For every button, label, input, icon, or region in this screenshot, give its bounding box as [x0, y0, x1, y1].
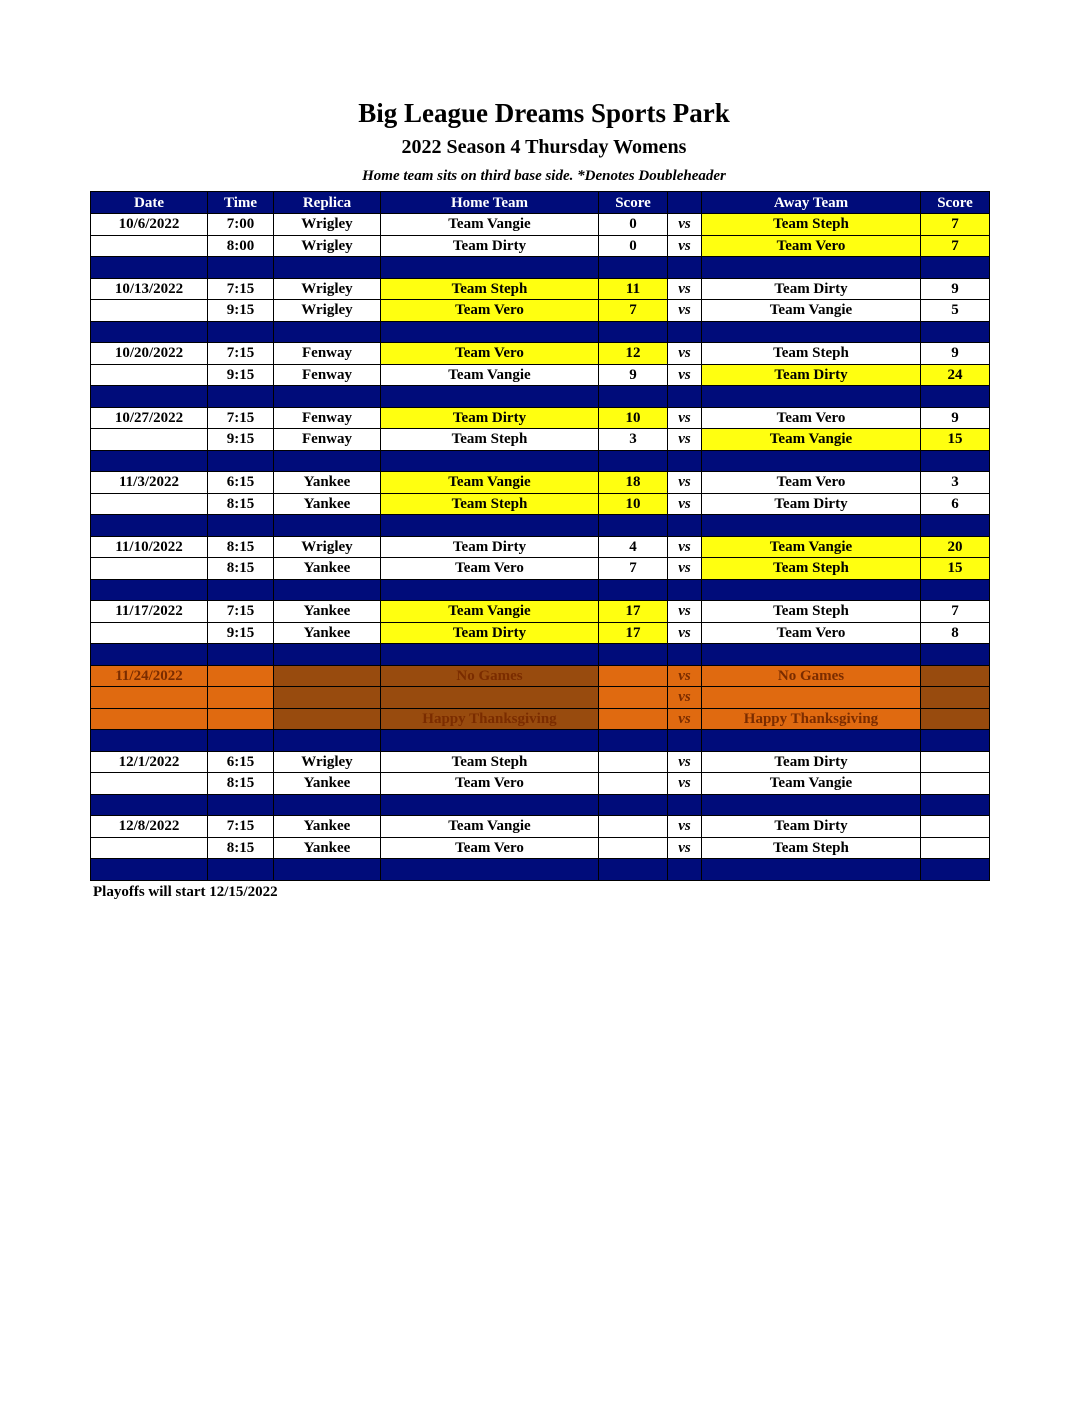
separator-cell — [208, 644, 274, 666]
separator-cell — [702, 794, 921, 816]
game-row — [91, 235, 990, 257]
cell-home: Team Vero — [381, 343, 599, 365]
cell-replica — [274, 708, 381, 730]
cell-home-score: 7 — [599, 558, 668, 580]
cell-away-score — [921, 837, 990, 859]
game-row — [91, 429, 990, 451]
separator-cell — [921, 386, 990, 408]
cell-replica: Fenway — [274, 407, 381, 429]
game-row — [91, 214, 990, 236]
cell-away: Team Vangie — [702, 429, 921, 451]
separator-row — [91, 515, 990, 537]
cell-away-score: 3 — [921, 472, 990, 494]
separator-cell — [668, 644, 702, 666]
cell-replica: Yankee — [274, 816, 381, 838]
cell-home-score — [599, 665, 668, 687]
cell-date: 12/1/2022 — [91, 751, 208, 773]
separator-cell — [208, 257, 274, 279]
separator-row — [91, 859, 990, 881]
cell-time: 8:15 — [208, 493, 274, 515]
separator-row — [91, 257, 990, 279]
separator-cell — [91, 257, 208, 279]
cell-replica: Yankee — [274, 472, 381, 494]
game-row — [91, 773, 990, 795]
col-header-time: Time — [208, 192, 274, 214]
col-header-away-score: Score — [921, 192, 990, 214]
separator-cell — [668, 730, 702, 752]
cell-vs: vs — [668, 343, 702, 365]
separator-cell — [208, 450, 274, 472]
cell-home-score: 18 — [599, 472, 668, 494]
cell-home: No Games — [381, 665, 599, 687]
separator-cell — [274, 730, 381, 752]
separator-cell — [921, 450, 990, 472]
separator-cell — [91, 644, 208, 666]
cell-date — [91, 622, 208, 644]
game-row — [91, 364, 990, 386]
separator-cell — [599, 386, 668, 408]
cell-home: Team Vero — [381, 300, 599, 322]
cell-away: Team Steph — [702, 601, 921, 623]
game-row — [91, 343, 990, 365]
cell-away — [702, 687, 921, 709]
game-row — [91, 278, 990, 300]
cell-replica: Yankee — [274, 622, 381, 644]
cell-away: No Games — [702, 665, 921, 687]
cell-home-score: 10 — [599, 407, 668, 429]
game-row — [91, 816, 990, 838]
separator-cell — [921, 644, 990, 666]
cell-home-score — [599, 816, 668, 838]
cell-vs: vs — [668, 751, 702, 773]
holiday-row — [91, 708, 990, 730]
separator-cell — [381, 257, 599, 279]
cell-vs: vs — [668, 773, 702, 795]
cell-away-score — [921, 773, 990, 795]
cell-date: 11/24/2022 — [91, 665, 208, 687]
cell-home: Team Vangie — [381, 364, 599, 386]
table-header-row — [91, 192, 990, 214]
separator-row — [91, 386, 990, 408]
separator-cell — [599, 644, 668, 666]
separator-cell — [274, 579, 381, 601]
cell-away-score: 24 — [921, 364, 990, 386]
game-row — [91, 837, 990, 859]
cell-vs: vs — [668, 558, 702, 580]
game-row — [91, 536, 990, 558]
cell-home: Team Vero — [381, 558, 599, 580]
cell-date — [91, 493, 208, 515]
separator-cell — [91, 794, 208, 816]
cell-home: Team Vero — [381, 837, 599, 859]
cell-home: Team Dirty — [381, 235, 599, 257]
cell-away-score: 7 — [921, 601, 990, 623]
separator-cell — [208, 386, 274, 408]
separator-cell — [599, 794, 668, 816]
cell-away: Team Steph — [702, 558, 921, 580]
cell-vs: vs — [668, 472, 702, 494]
cell-home-score: 4 — [599, 536, 668, 558]
cell-replica: Wrigley — [274, 536, 381, 558]
separator-cell — [208, 321, 274, 343]
cell-vs: vs — [668, 601, 702, 623]
separator-cell — [668, 515, 702, 537]
cell-date — [91, 429, 208, 451]
cell-replica: Wrigley — [274, 235, 381, 257]
cell-time: 9:15 — [208, 622, 274, 644]
page-subtitle: 2022 Season 4 Thursday Womens — [401, 136, 687, 158]
cell-vs: vs — [668, 536, 702, 558]
separator-cell — [208, 794, 274, 816]
cell-away-score — [921, 708, 990, 730]
separator-cell — [599, 859, 668, 881]
cell-date — [91, 558, 208, 580]
cell-vs: vs — [668, 708, 702, 730]
cell-replica: Yankee — [274, 837, 381, 859]
separator-cell — [274, 794, 381, 816]
separator-cell — [668, 257, 702, 279]
separator-cell — [91, 321, 208, 343]
col-header-vs — [668, 192, 702, 214]
separator-cell — [91, 579, 208, 601]
cell-away: Team Vangie — [702, 300, 921, 322]
separator-cell — [702, 644, 921, 666]
cell-replica: Fenway — [274, 364, 381, 386]
cell-home-score: 12 — [599, 343, 668, 365]
separator-cell — [921, 515, 990, 537]
cell-date: 11/10/2022 — [91, 536, 208, 558]
separator-cell — [208, 859, 274, 881]
separator-cell — [274, 257, 381, 279]
game-row — [91, 751, 990, 773]
separator-row — [91, 794, 990, 816]
separator-cell — [702, 450, 921, 472]
separator-cell — [91, 450, 208, 472]
cell-date — [91, 837, 208, 859]
separator-cell — [274, 859, 381, 881]
cell-away: Team Vangie — [702, 773, 921, 795]
cell-home-score: 7 — [599, 300, 668, 322]
cell-time: 8:15 — [208, 558, 274, 580]
home-team-note: Home team sits on third base side. *Denotes Doubleheader — [362, 168, 726, 184]
holiday-row — [91, 687, 990, 709]
cell-home: Team Steph — [381, 278, 599, 300]
cell-home-score: 17 — [599, 601, 668, 623]
cell-home-score: 10 — [599, 493, 668, 515]
separator-cell — [208, 730, 274, 752]
cell-time: 6:15 — [208, 472, 274, 494]
cell-time: 7:15 — [208, 601, 274, 623]
cell-time: 7:15 — [208, 278, 274, 300]
cell-away-score: 15 — [921, 429, 990, 451]
separator-row — [91, 450, 990, 472]
cell-home: Team Vangie — [381, 601, 599, 623]
cell-away-score: 8 — [921, 622, 990, 644]
col-header-replica: Replica — [274, 192, 381, 214]
col-header-home-team: Home Team — [381, 192, 599, 214]
separator-cell — [599, 730, 668, 752]
cell-date: 10/27/2022 — [91, 407, 208, 429]
cell-away-score — [921, 687, 990, 709]
cell-away: Team Steph — [702, 837, 921, 859]
separator-cell — [921, 579, 990, 601]
separator-cell — [381, 321, 599, 343]
cell-home: Team Vero — [381, 773, 599, 795]
cell-replica — [274, 687, 381, 709]
cell-home: Team Vangie — [381, 816, 599, 838]
separator-cell — [668, 579, 702, 601]
separator-cell — [274, 644, 381, 666]
separator-cell — [702, 730, 921, 752]
separator-cell — [702, 579, 921, 601]
separator-cell — [921, 794, 990, 816]
cell-home: Team Vangie — [381, 472, 599, 494]
separator-cell — [599, 321, 668, 343]
separator-row — [91, 321, 990, 343]
cell-vs: vs — [668, 429, 702, 451]
col-header-home-score: Score — [599, 192, 668, 214]
separator-cell — [381, 579, 599, 601]
cell-vs: vs — [668, 214, 702, 236]
cell-away-score: 9 — [921, 278, 990, 300]
cell-vs: vs — [668, 665, 702, 687]
cell-home — [381, 687, 599, 709]
separator-cell — [381, 515, 599, 537]
cell-time: 8:15 — [208, 773, 274, 795]
cell-replica: Fenway — [274, 343, 381, 365]
cell-date — [91, 773, 208, 795]
cell-time: 7:15 — [208, 816, 274, 838]
cell-replica: Wrigley — [274, 300, 381, 322]
separator-cell — [381, 644, 599, 666]
cell-away-score — [921, 665, 990, 687]
cell-time: 7:15 — [208, 407, 274, 429]
cell-home: Team Steph — [381, 493, 599, 515]
cell-home: Team Steph — [381, 429, 599, 451]
separator-cell — [702, 321, 921, 343]
game-row — [91, 601, 990, 623]
separator-cell — [381, 386, 599, 408]
cell-vs: vs — [668, 837, 702, 859]
separator-cell — [599, 257, 668, 279]
cell-date: 10/13/2022 — [91, 278, 208, 300]
cell-away: Team Dirty — [702, 493, 921, 515]
cell-away-score: 9 — [921, 343, 990, 365]
cell-vs: vs — [668, 235, 702, 257]
game-row — [91, 407, 990, 429]
separator-cell — [702, 859, 921, 881]
cell-replica: Wrigley — [274, 214, 381, 236]
separator-cell — [702, 515, 921, 537]
game-row — [91, 493, 990, 515]
cell-away-score: 6 — [921, 493, 990, 515]
cell-date: 10/20/2022 — [91, 343, 208, 365]
cell-time: 7:00 — [208, 214, 274, 236]
cell-home-score: 0 — [599, 214, 668, 236]
cell-away: Team Vero — [702, 472, 921, 494]
separator-cell — [599, 450, 668, 472]
game-row — [91, 558, 990, 580]
cell-home: Team Dirty — [381, 407, 599, 429]
cell-vs: vs — [668, 278, 702, 300]
schedule-body — [91, 214, 990, 881]
cell-vs: vs — [668, 493, 702, 515]
cell-replica: Yankee — [274, 601, 381, 623]
cell-replica: Yankee — [274, 558, 381, 580]
cell-time: 9:15 — [208, 364, 274, 386]
page-title: Big League Dreams Sports Park — [358, 98, 730, 128]
cell-away: Team Dirty — [702, 364, 921, 386]
separator-cell — [274, 515, 381, 537]
cell-home-score — [599, 837, 668, 859]
cell-time — [208, 687, 274, 709]
cell-home-score: 17 — [599, 622, 668, 644]
cell-vs: vs — [668, 687, 702, 709]
separator-row — [91, 644, 990, 666]
cell-away: Team Dirty — [702, 751, 921, 773]
cell-replica: Yankee — [274, 493, 381, 515]
cell-away: Team Dirty — [702, 816, 921, 838]
cell-time: 8:15 — [208, 837, 274, 859]
separator-cell — [921, 257, 990, 279]
cell-away: Team Vero — [702, 235, 921, 257]
cell-home: Happy Thanksgiving — [381, 708, 599, 730]
cell-away: Team Steph — [702, 343, 921, 365]
cell-date — [91, 364, 208, 386]
cell-date — [91, 235, 208, 257]
cell-away-score: 15 — [921, 558, 990, 580]
cell-home-score: 9 — [599, 364, 668, 386]
separator-cell — [381, 794, 599, 816]
cell-away: Happy Thanksgiving — [702, 708, 921, 730]
cell-away: Team Dirty — [702, 278, 921, 300]
cell-vs: vs — [668, 364, 702, 386]
cell-time: 8:00 — [208, 235, 274, 257]
cell-vs: vs — [668, 622, 702, 644]
cell-date: 11/3/2022 — [91, 472, 208, 494]
cell-time: 9:15 — [208, 300, 274, 322]
separator-cell — [208, 579, 274, 601]
separator-row — [91, 579, 990, 601]
cell-replica: Wrigley — [274, 278, 381, 300]
separator-cell — [274, 321, 381, 343]
separator-cell — [208, 515, 274, 537]
cell-home: Team Steph — [381, 751, 599, 773]
cell-away-score: 7 — [921, 214, 990, 236]
game-row — [91, 472, 990, 494]
cell-away-score: 20 — [921, 536, 990, 558]
cell-date — [91, 708, 208, 730]
cell-away-score: 7 — [921, 235, 990, 257]
separator-cell — [921, 730, 990, 752]
cell-time — [208, 708, 274, 730]
separator-cell — [702, 257, 921, 279]
schedule-table — [90, 191, 990, 881]
cell-replica: Yankee — [274, 773, 381, 795]
cell-home: Team Dirty — [381, 622, 599, 644]
separator-cell — [668, 859, 702, 881]
separator-cell — [668, 794, 702, 816]
cell-away: Team Steph — [702, 214, 921, 236]
separator-cell — [381, 450, 599, 472]
cell-time: 9:15 — [208, 429, 274, 451]
cell-date: 10/6/2022 — [91, 214, 208, 236]
cell-away-score — [921, 816, 990, 838]
cell-date: 12/8/2022 — [91, 816, 208, 838]
separator-cell — [91, 515, 208, 537]
cell-home-score — [599, 773, 668, 795]
cell-home-score — [599, 687, 668, 709]
cell-time: 8:15 — [208, 536, 274, 558]
col-header-date: Date — [91, 192, 208, 214]
cell-away: Team Vero — [702, 622, 921, 644]
separator-cell — [91, 859, 208, 881]
playoffs-note: Playoffs will start 12/15/2022 — [93, 884, 278, 900]
cell-date: 11/17/2022 — [91, 601, 208, 623]
cell-vs: vs — [668, 407, 702, 429]
separator-cell — [274, 386, 381, 408]
separator-cell — [381, 859, 599, 881]
separator-cell — [668, 321, 702, 343]
cell-time: 6:15 — [208, 751, 274, 773]
cell-away-score: 9 — [921, 407, 990, 429]
cell-away-score: 5 — [921, 300, 990, 322]
separator-cell — [921, 321, 990, 343]
cell-home: Team Vangie — [381, 214, 599, 236]
cell-date — [91, 300, 208, 322]
separator-cell — [274, 450, 381, 472]
cell-home: Team Dirty — [381, 536, 599, 558]
separator-cell — [381, 730, 599, 752]
separator-cell — [702, 386, 921, 408]
separator-cell — [921, 859, 990, 881]
cell-replica: Fenway — [274, 429, 381, 451]
cell-away: Team Vero — [702, 407, 921, 429]
game-row — [91, 300, 990, 322]
separator-row — [91, 730, 990, 752]
cell-home-score: 3 — [599, 429, 668, 451]
separator-cell — [91, 386, 208, 408]
cell-vs: vs — [668, 816, 702, 838]
col-header-away-team: Away Team — [702, 192, 921, 214]
cell-away-score — [921, 751, 990, 773]
separator-cell — [668, 386, 702, 408]
cell-replica: Wrigley — [274, 751, 381, 773]
separator-cell — [599, 579, 668, 601]
cell-replica — [274, 665, 381, 687]
cell-home-score: 0 — [599, 235, 668, 257]
game-row — [91, 622, 990, 644]
cell-vs: vs — [668, 300, 702, 322]
cell-away: Team Vangie — [702, 536, 921, 558]
separator-cell — [599, 515, 668, 537]
separator-cell — [91, 730, 208, 752]
cell-date — [91, 687, 208, 709]
separator-cell — [668, 450, 702, 472]
holiday-row — [91, 665, 990, 687]
cell-time — [208, 665, 274, 687]
cell-time: 7:15 — [208, 343, 274, 365]
cell-home-score — [599, 708, 668, 730]
cell-home-score — [599, 751, 668, 773]
cell-home-score: 11 — [599, 278, 668, 300]
